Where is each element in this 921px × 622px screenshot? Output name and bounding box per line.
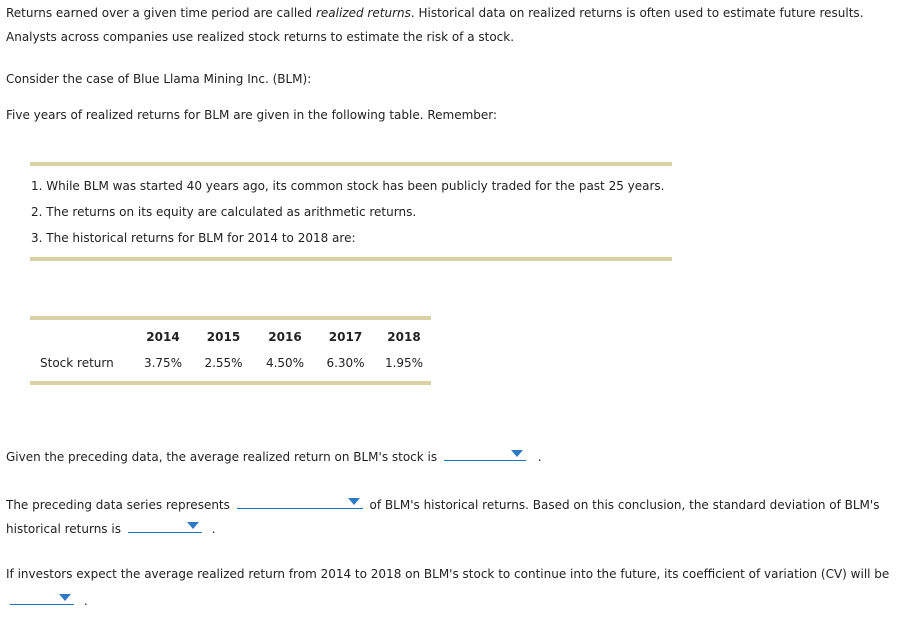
return-value: 6.30% bbox=[326, 356, 365, 370]
year-header: 2015 bbox=[206, 330, 241, 344]
period: . bbox=[211, 522, 216, 536]
returns-table-wrap bbox=[30, 328, 432, 372]
period: . bbox=[83, 594, 88, 608]
returns-table bbox=[30, 328, 432, 372]
period: . bbox=[537, 450, 542, 464]
consider-text: Consider the case of Blue Llama Mining Inc. (BLM): bbox=[6, 72, 312, 86]
year-header: 2017 bbox=[328, 330, 363, 344]
question-1-text: Given the preceding data, the average realized return on BLM's stock is bbox=[6, 450, 438, 464]
intro-line-1 bbox=[6, 5, 864, 21]
chevron-down-icon bbox=[348, 498, 360, 505]
question-3-text: If investors expect the average realized return from 2014 to 2018 on BLM's stock to continue into the future, its coefficient of variation (CV) will be bbox=[6, 567, 890, 581]
intro-text: . Historical data on realized returns is often used to estimate future results. bbox=[410, 6, 864, 20]
intro-line-2: Analysts across companies use realized stock returns to estimate the risk of a stock. bbox=[6, 30, 515, 44]
question-2-text-c: historical returns is bbox=[6, 522, 121, 536]
intro-emphasis: realized returns bbox=[315, 6, 411, 20]
five-years-text: Five years of realized returns for BLM are given in the following table. Remember: bbox=[6, 108, 498, 122]
return-value: 4.50% bbox=[265, 356, 305, 370]
remember-top-rule bbox=[30, 162, 672, 166]
year-header: 2016 bbox=[268, 330, 302, 344]
remember-item-2: 2. The returns on its equity are calculated as arithmetic returns. bbox=[31, 205, 417, 219]
question-2-line-1 bbox=[6, 494, 879, 513]
table-top-rule bbox=[30, 316, 431, 320]
std-dev-dropdown[interactable] bbox=[128, 518, 202, 533]
return-value: 2.55% bbox=[204, 356, 243, 370]
cv-dropdown[interactable] bbox=[10, 590, 74, 605]
chevron-down-icon bbox=[511, 450, 523, 457]
remember-item-1: 1. While BLM was started 40 years ago, its common stock has been publicly traded for the past 25 years. bbox=[31, 179, 665, 193]
avg-return-dropdown[interactable] bbox=[444, 446, 526, 461]
year-header: 2014 bbox=[146, 330, 180, 344]
chevron-down-icon bbox=[59, 594, 71, 601]
table-header-row bbox=[30, 328, 432, 346]
question-2-line-2 bbox=[6, 518, 215, 537]
return-value: 3.75% bbox=[143, 356, 183, 370]
question-2-text-b: of BLM's historical returns. Based on this conclusion, the standard deviation of BLM's bbox=[369, 498, 880, 512]
data-series-dropdown[interactable] bbox=[237, 494, 363, 509]
return-value: 1.95% bbox=[384, 356, 424, 370]
question-1 bbox=[6, 446, 542, 465]
table-row bbox=[30, 354, 432, 372]
chevron-down-icon bbox=[187, 522, 199, 529]
intro-text: Returns earned over a given time period are called bbox=[6, 6, 316, 20]
year-header: 2018 bbox=[387, 330, 421, 344]
question-3-answer bbox=[10, 590, 88, 609]
row-label: Stock return bbox=[40, 356, 114, 370]
remember-bottom-rule bbox=[30, 257, 672, 261]
question-2-text-a: The preceding data series represents bbox=[6, 498, 230, 512]
table-bottom-rule bbox=[30, 381, 431, 385]
table-corner bbox=[30, 328, 134, 346]
remember-item-3: 3. The historical returns for BLM for 2014 to 2018 are: bbox=[31, 231, 356, 245]
